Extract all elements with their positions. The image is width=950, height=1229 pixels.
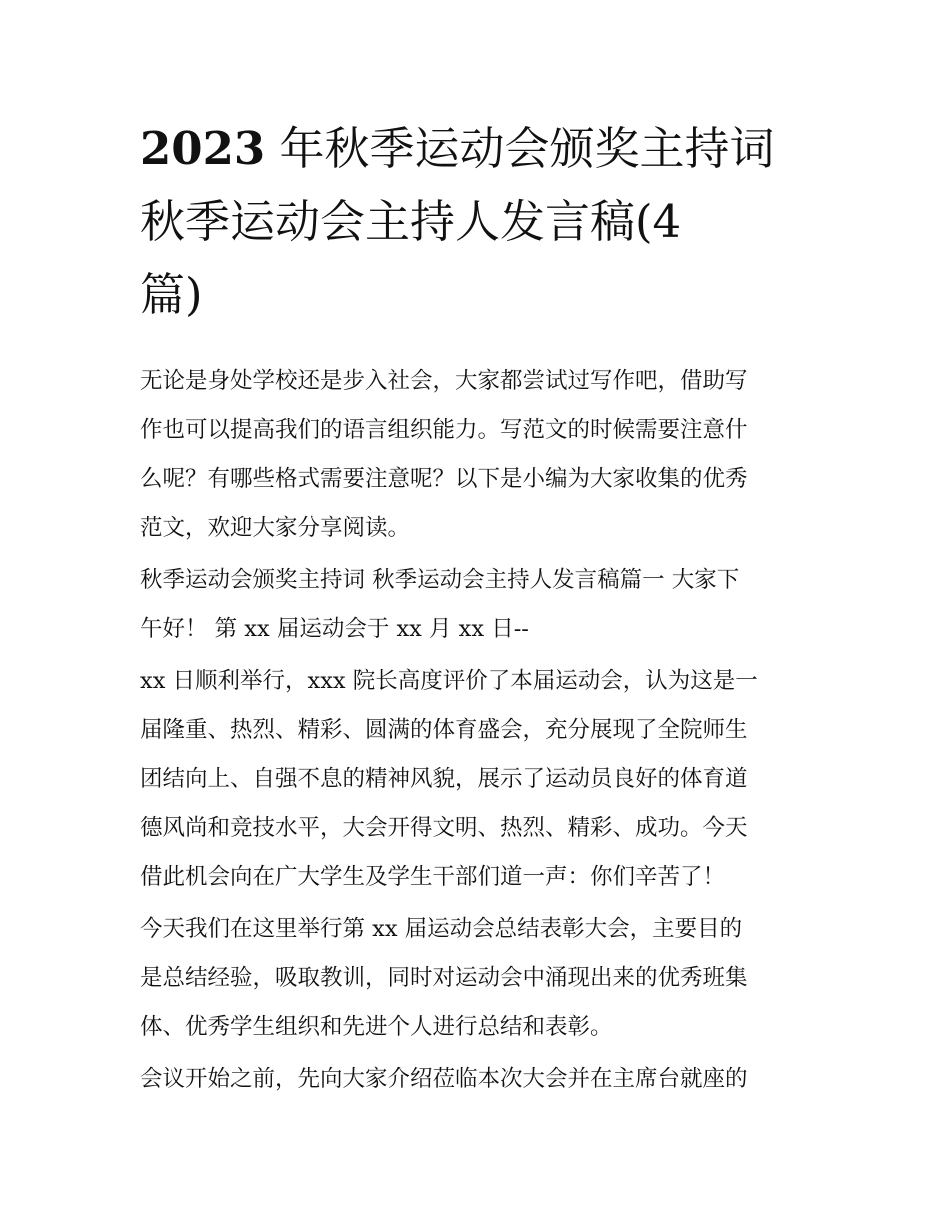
title-year: 2023 <box>140 122 266 175</box>
paragraph-line: 范文，欢迎大家分享阅读。 <box>140 515 411 541</box>
paragraph-line: 体、优秀学生组织和先进个人进行总结和表彰。 <box>140 1014 613 1040</box>
paragraph-line: 午好！ 第 xx 届运动会于 xx 月 xx 日-- <box>140 616 529 642</box>
paragraph-intro <box>140 357 830 553</box>
paragraph-line: 德风尚和竞技水平，大会开得文明、热烈、精彩、成功。今天 <box>140 815 748 841</box>
paragraph-line: 秋季运动会颁奖主持词 秋季运动会主持人发言稿篇一 大家下 <box>140 567 740 593</box>
title-line-1-text: 年秋季运动会颁奖主持词 <box>265 122 775 175</box>
paragraph-line: 作也可以提高我们的语言组织能力。写范文的时候需要注意什 <box>140 417 748 443</box>
title-line-3: 篇) <box>140 268 203 321</box>
paragraph-line: 是总结经验，吸取教训，同时对运动会中涌现出来的优秀班集 <box>140 965 748 991</box>
document-body <box>140 357 830 1104</box>
paragraph-review <box>140 657 830 902</box>
paragraph-line: 会议开始之前，先向大家介绍莅临本次大会并在主席台就座的 <box>140 1066 748 1092</box>
paragraph-line: 团结向上、自强不息的精神风貌，展示了运动员良好的体育道 <box>140 766 748 792</box>
paragraph-line: 届隆重、热烈、精彩、圆满的体育盛会，充分展现了全院师生 <box>140 717 748 743</box>
paragraph-section-heading <box>140 556 830 654</box>
paragraph-line: 借此机会向在广大学生及学生干部们道一声：你们辛苦了！ <box>140 864 726 890</box>
paragraph-intro-guests <box>140 1055 830 1104</box>
document-title <box>140 112 830 331</box>
paragraph-line: 无论是身处学校还是步入社会，大家都尝试过写作吧，借助写 <box>140 368 748 394</box>
paragraph-line: 今天我们在这里举行第 xx 届运动会总结表彰大会，主要目的 <box>140 916 743 942</box>
title-line-1 <box>140 112 830 185</box>
paragraph-line: 么呢？有哪些格式需要注意呢？以下是小编为大家收集的优秀 <box>140 466 748 492</box>
paragraph-line: xx 日顺利举行，xxx 院长高度评价了本届运动会，认为这是一 <box>140 668 758 694</box>
title-line-2: 秋季运动会主持人发言稿(4 <box>140 195 682 248</box>
paragraph-purpose <box>140 905 830 1052</box>
